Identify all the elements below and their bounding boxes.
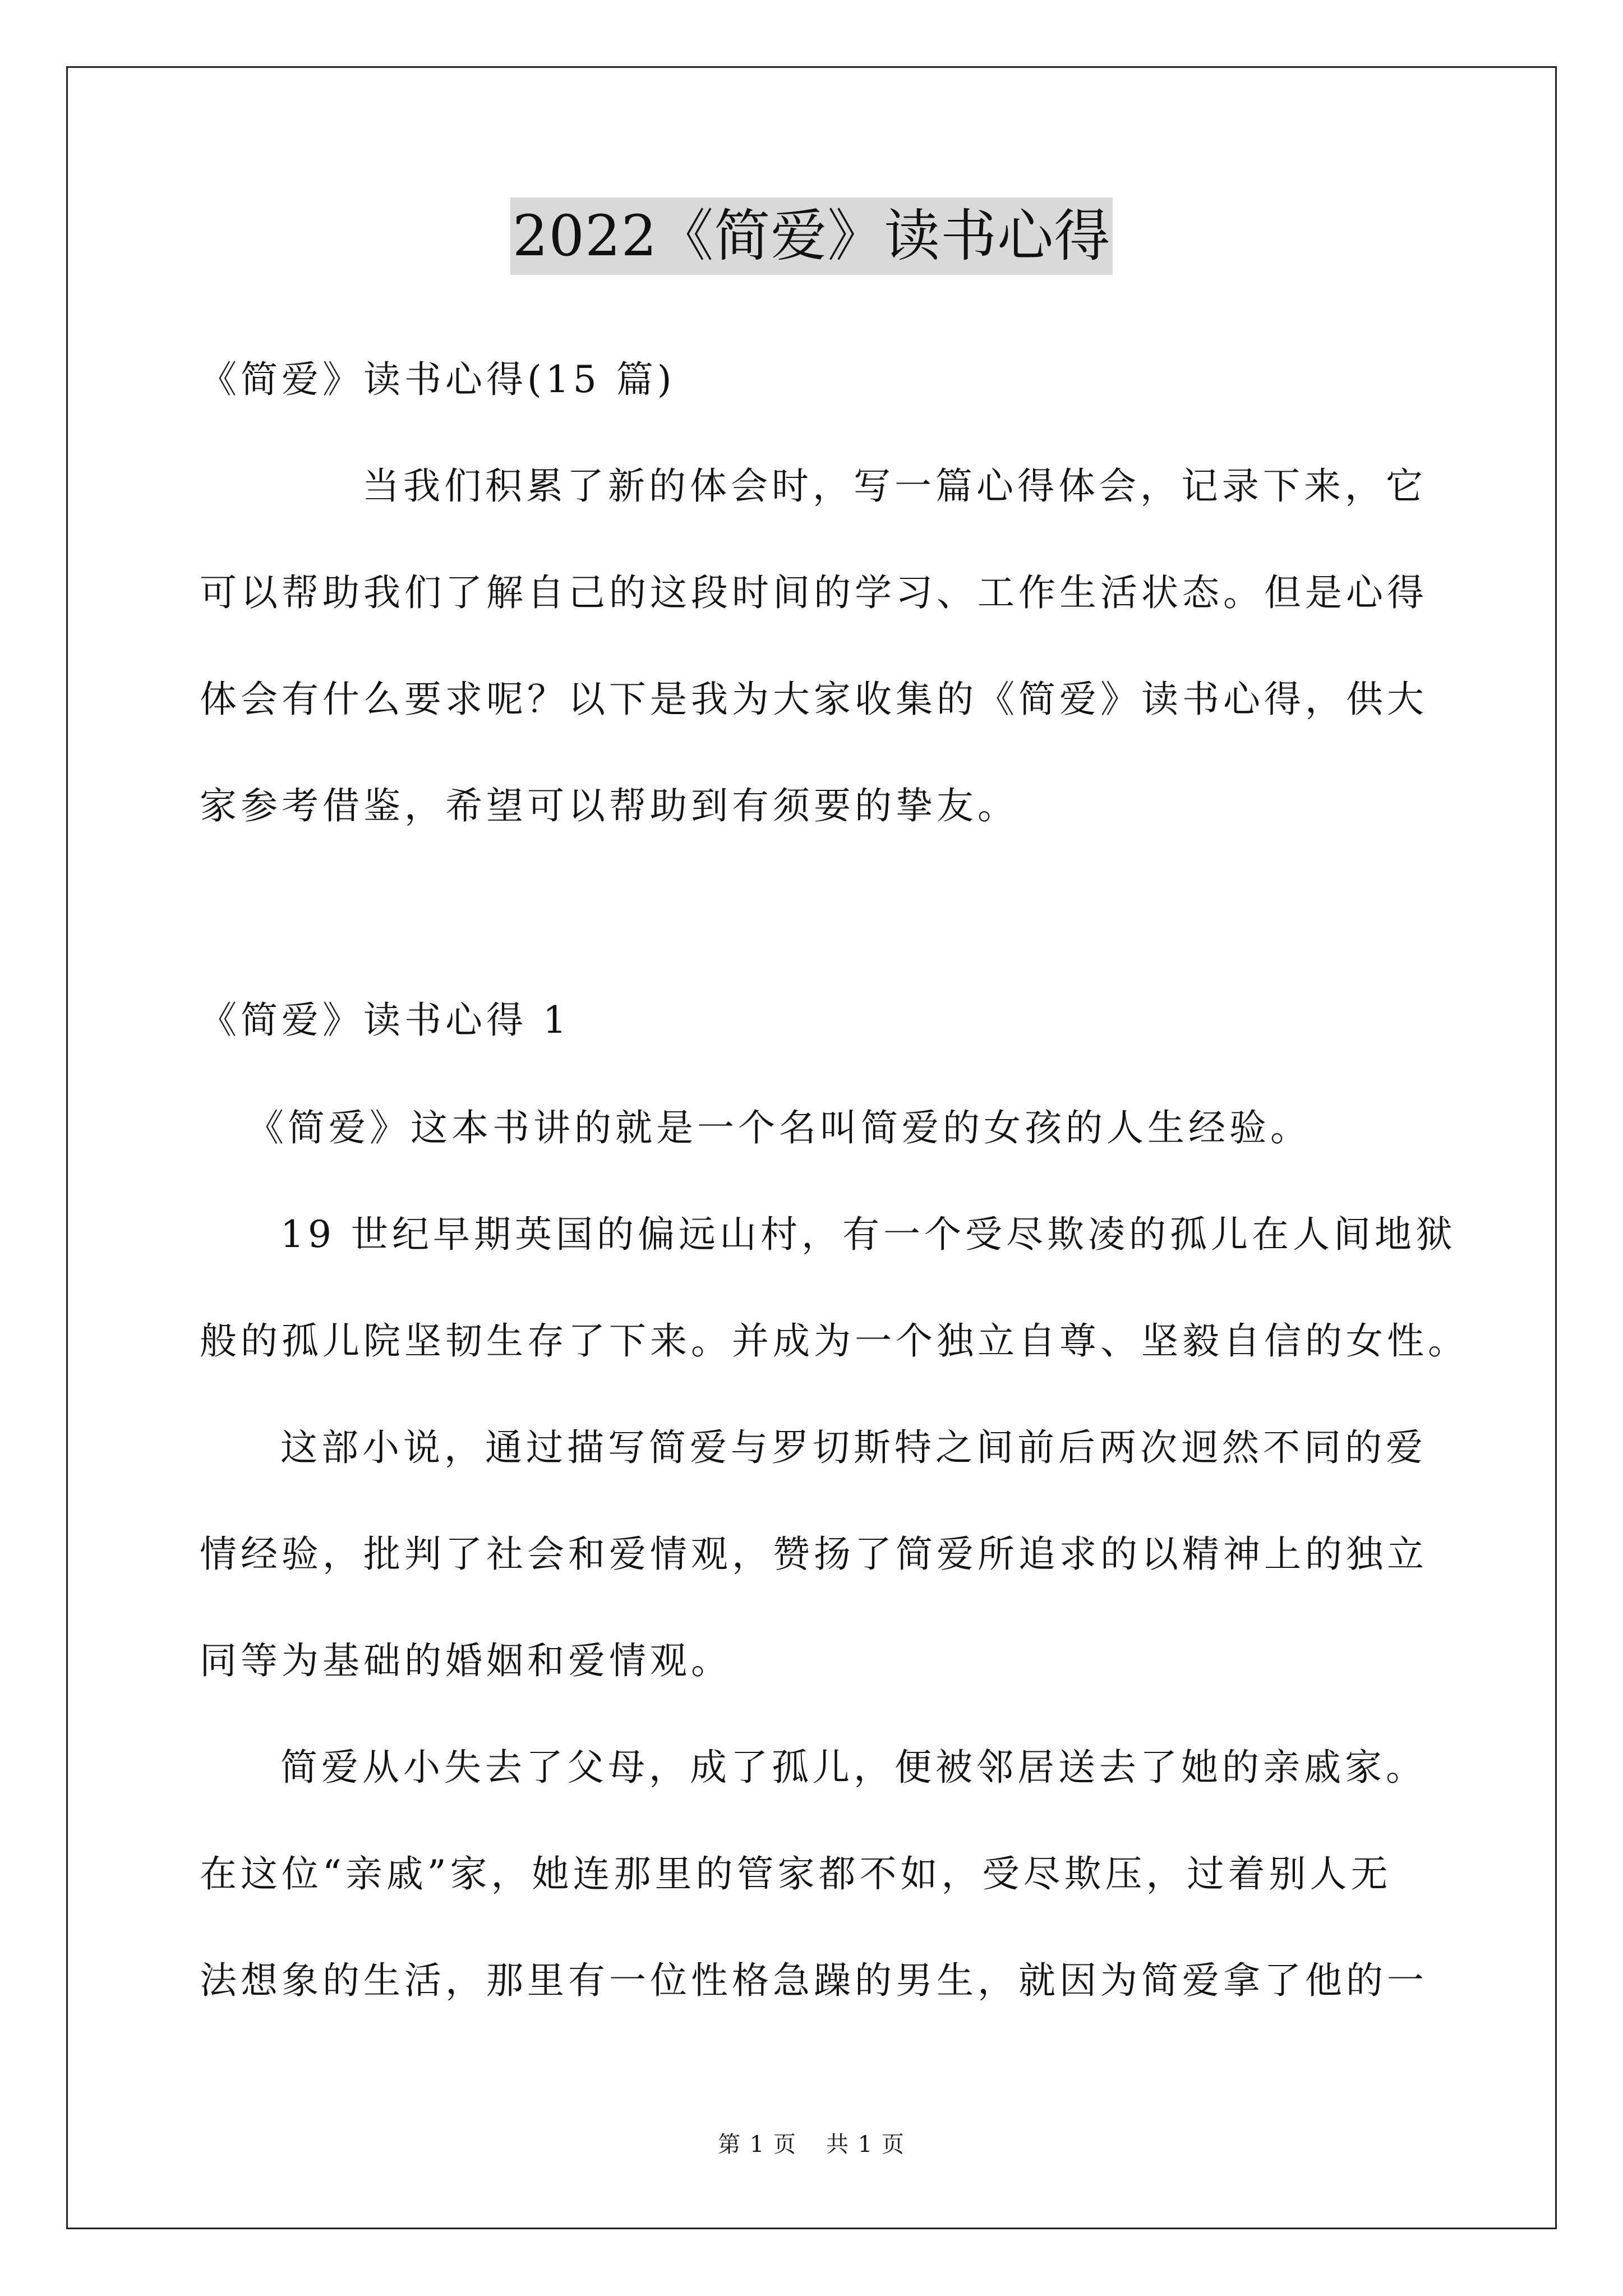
body-line-2: 19 世纪早期英国的偏远山村，有一个受尽欺凌的孤儿在人间地狱 (280, 1213, 1456, 1256)
intro-line-1: 当我们积累了新的体会时，写一篇心得体会，记录下来，它 (362, 464, 1427, 508)
body-line-5: 情经验，批判了社会和爱情观，赞扬了简爱所追求的以精神上的独立 (200, 1533, 1428, 1576)
intro-line-2: 可以帮助我们了解自己的这段时间的学习、工作生活状态。但是心得 (200, 571, 1428, 614)
body-line-3: 般的孤儿院坚韧生存了下来。并成为一个独立自尊、坚毅自信的女性。 (200, 1319, 1469, 1363)
body-line-8: 在这位“亲戚”家，她连那里的管家都不如，受尽欺压，过着别人无 (200, 1852, 1392, 1895)
body-line-1: 《简爱》这本书讲的就是一个名叫简爱的女孩的人生经验。 (247, 1106, 1311, 1149)
page-total: 共 1 页 (826, 2132, 905, 2157)
page-footer (0, 2129, 1623, 2160)
intro-line-3: 体会有什么要求呢？以下是我为大家收集的《简爱》读书心得，供大 (200, 678, 1428, 721)
document-title: 2022《简爱》读书心得 (510, 197, 1113, 275)
body-line-7: 简爱从小失去了父母，成了孤儿，便被邻居送去了她的亲戚家。 (280, 1746, 1427, 1789)
section-heading: 《简爱》读书心得 1 (200, 999, 570, 1042)
body-line-4: 这部小说，通过描写简爱与罗切斯特之间前后两次迥然不同的爱 (280, 1426, 1427, 1469)
page-number: 第 1 页 (718, 2132, 797, 2157)
body-line-6: 同等为基础的婚姻和爱情观。 (200, 1639, 732, 1682)
body-line-9: 法想象的生活，那里有一位性格急躁的男生，就因为简爱拿了他的一 (200, 1959, 1428, 2002)
title-container (0, 197, 1623, 275)
intro-line-4: 家参考借鉴，希望可以帮助到有须要的挚友。 (200, 784, 1018, 827)
subtitle-line: 《简爱》读书心得(15 篇) (200, 358, 676, 401)
